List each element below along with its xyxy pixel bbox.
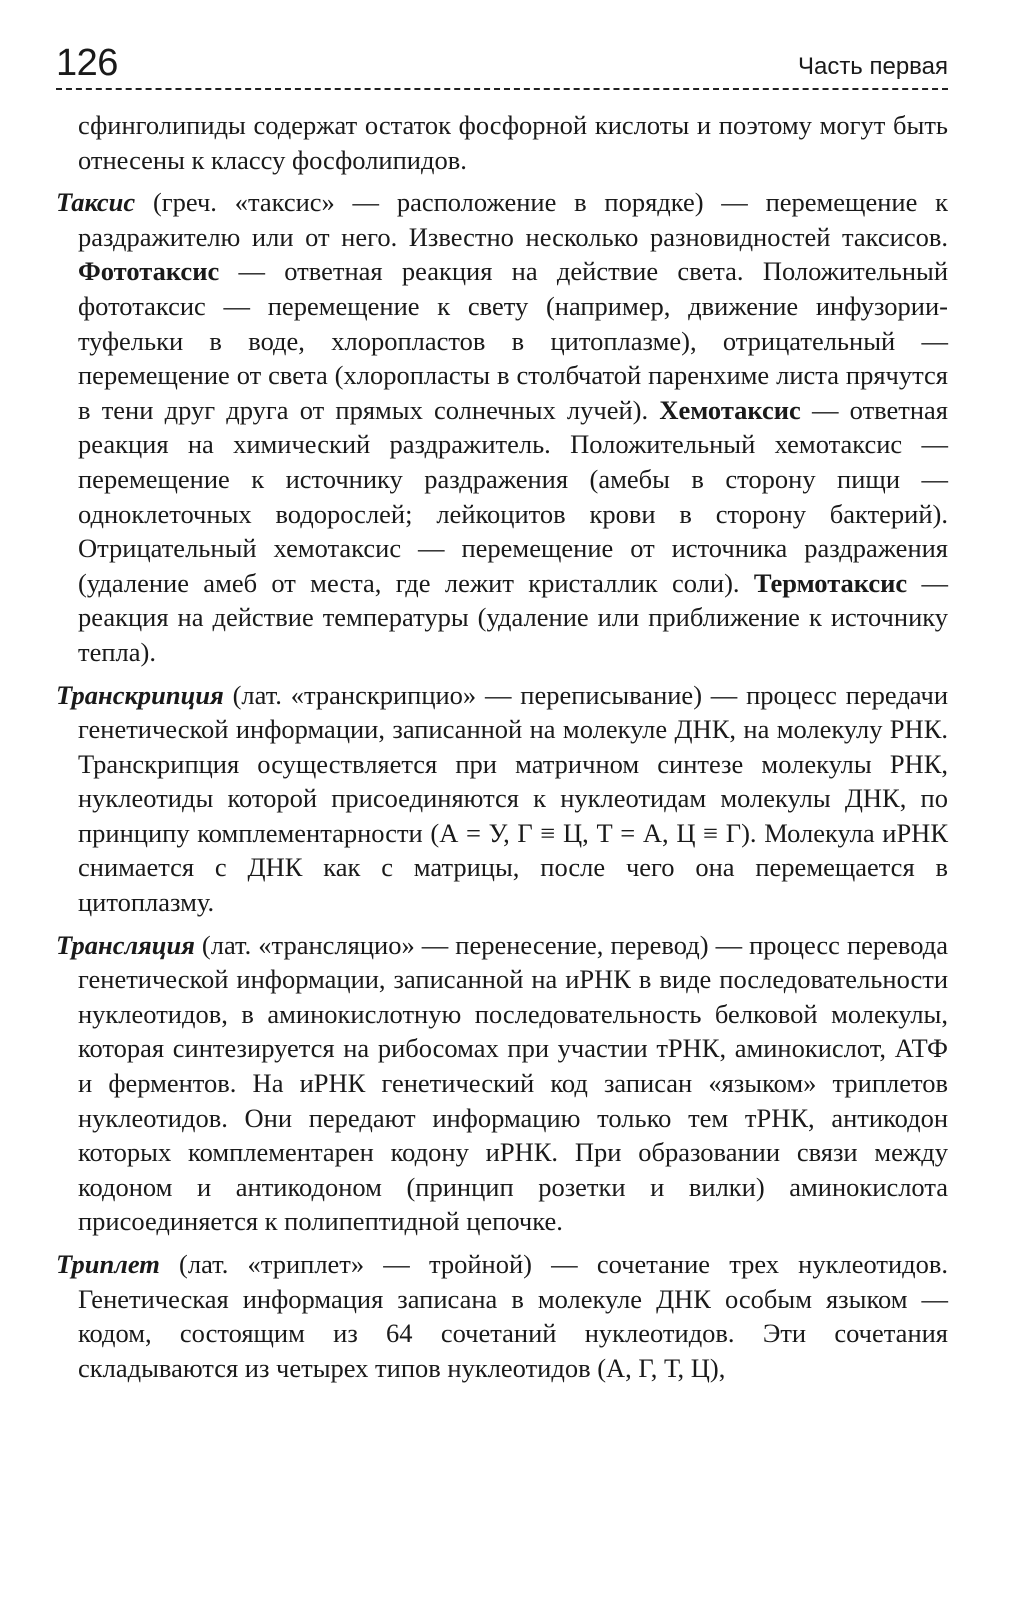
subterm-thermotaxis: Термотаксис — [753, 567, 908, 598]
continuation-paragraph: сфинголипиды содержат остаток фосфорной кислоты и поэтому могут быть отнесены к классу фосфолипидов. — [78, 110, 948, 175]
entry-term: Трансляция — [56, 929, 195, 960]
entry-text: — ответная реакция на химический раздражитель. Положительный хемотаксис — перемещение к источнику раздражения (амебы в сторону пищи — одноклеточных водорослей; лейкоцитов крови в сторону бактерий). Отрицательный хемотаксис — перемещение от источника раздражения (удаление амеб от места, где лежит кристаллик соли). — [78, 394, 948, 598]
header-divider — [56, 88, 948, 90]
subterm-chemotaxis: Хемотаксис — [659, 394, 801, 425]
entry-text: (греч. «таксис» — расположение в порядке) — перемещение к раздражителю или от него. Известно несколько разновидностей таксисов. — [78, 187, 948, 252]
entry-text: (лат. «транскрипцио» — переписывание) — процесс передачи генетической информации, записанной на молекуле ДНК, на молекулу РНК. Транскрипция осуществляется при матричном синтезе молекулы РНК, нуклеотиды которой присоединяются к нуклеотидам молекулы ДНК, по принципу комплементарности (А = У, Г ≡ Ц, Т = А, Ц ≡ Г). Молекула иРНК снимается с ДНК как с матрицы, после чего она перемещается в цитоплазму. — [78, 679, 948, 918]
glossary-entry-transcription — [56, 678, 948, 920]
entry-term: Таксис — [56, 187, 136, 218]
book-page — [56, 40, 948, 1393]
entry-term: Триплет — [56, 1249, 160, 1279]
entry-text: — ответная реакция на действие света. Положительный фототаксис — перемещение к свету (например, движение инфузории-туфельки в воде, хлоропластов в цитоплазме), отрицательный — перемещение от света (хлоропласты в столбчатой паренхиме листа прячутся в тени друг друга от прямых солнечных лучей). — [78, 256, 948, 425]
glossary-entry-taxis — [56, 185, 948, 669]
entry-text: — реакция на действие температуры (удаление или приближение к источнику тепла). — [78, 567, 948, 667]
page-body — [56, 108, 948, 1385]
glossary-entry-triplet — [56, 1247, 948, 1385]
page-header — [56, 40, 948, 86]
subterm-phototaxis: Фототаксис — [78, 256, 220, 287]
glossary-entry-translation — [56, 928, 948, 1239]
page-number: 126 — [56, 42, 118, 84]
running-head: Часть первая — [797, 53, 948, 80]
entry-text: (лат. «трансляцио» — перенесение, перевод) — процесс перевода генетической информации, записанной на иРНК в виде последовательности нуклеотидов, в аминокислотную последовательность белковой молекулы, которая синтезируется на рибосомах при участии тРНК, аминокислот, АТФ и ферментов. На иРНК генетический код записан «языком» триплетов нуклеотидов. Они передают информацию только тем тРНК, антикодон которых комплементарен кодону иРНК. При образовании связи между кодоном и антикодоном (принцип розетки и вилки) аминокислота присоединяется к полипептидной цепочке. — [78, 929, 948, 1237]
entry-term: Транскрипция — [56, 679, 224, 710]
entry-text: (лат. «триплет» — тройной) — сочетание трех нуклеотидов. Генетическая информация записана в молекуле ДНК особым языком — кодом, состоящим из 64 сочетаний нуклеотидов. Эти сочетания складываются из четырех типов нуклеотидов (А, Г, Т, Ц), — [78, 1249, 948, 1383]
